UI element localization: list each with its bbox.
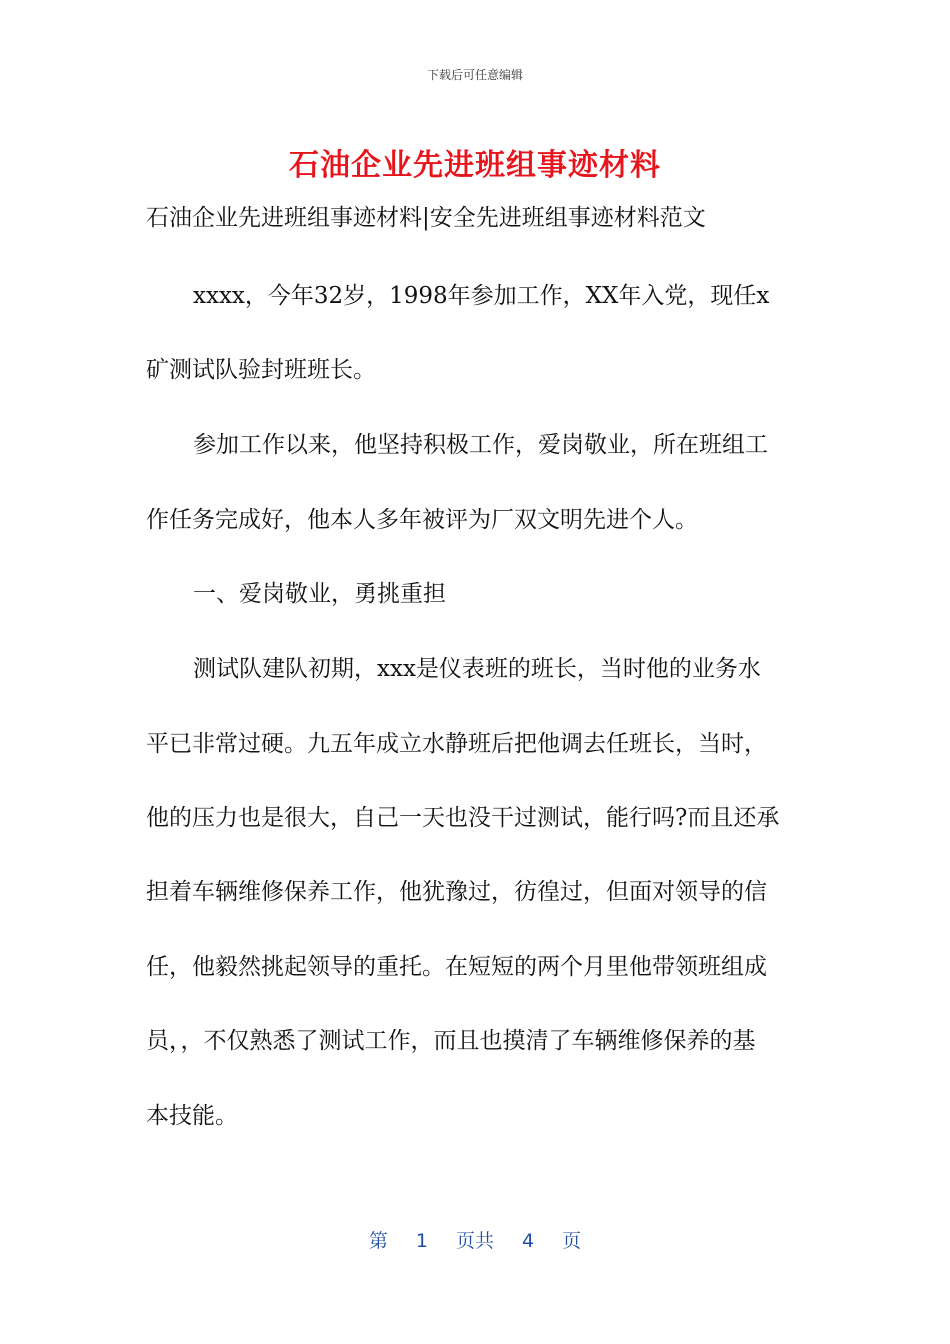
section-heading: 一、爱岗敬业，勇挑重担: [193, 581, 446, 607]
footer-current-page: 1: [415, 1230, 428, 1252]
header-note: 下载后可任意编辑: [426, 68, 523, 82]
paragraph-line: 任，他毅然挑起领导的重托。在短短的两个月里他带领班组成: [146, 954, 767, 980]
footer-suffix: 页: [562, 1230, 582, 1252]
footer-middle: 页共: [455, 1230, 494, 1252]
paragraph-line: 作任务完成好，他本人多年被评为厂双文明先进个人。: [146, 507, 698, 533]
paragraph-line: xxxx，今年32岁，1998年参加工作，XX年入党，现任x: [193, 283, 770, 309]
paragraph-line: 矿测试队验封班班长。: [146, 357, 376, 383]
footer-prefix: 第: [368, 1230, 388, 1252]
paragraph-line: 员，，不仅熟悉了测试工作，而且也摸清了车辆维修保养的基: [146, 1028, 756, 1054]
footer-total-pages: 4: [522, 1230, 535, 1252]
paragraph-line: 平已非常过硬。九五年成立水静班后把他调去任班长，当时，: [146, 731, 767, 757]
subtitle-line: 石油企业先进班组事迹材料|安全先进班组事迹材料范文: [146, 205, 706, 231]
paragraph-line: 参加工作以来，他坚持积极工作，爱岗敬业，所在班组工: [193, 432, 768, 458]
paragraph-line: 担着车辆维修保养工作，他犹豫过，彷徨过，但面对领导的信: [146, 879, 767, 905]
paragraph-line: 测试队建队初期，xxx是仪表班的班长，当时他的业务水: [193, 656, 761, 682]
paragraph-line: 他的压力也是很大，自己一天也没干过测试，能行吗?而且还承: [146, 805, 780, 831]
paragraph-line: 本技能。: [146, 1103, 238, 1129]
document-title: 石油企业先进班组事迹材料: [289, 148, 661, 183]
page-footer: [0, 1226, 950, 1253]
